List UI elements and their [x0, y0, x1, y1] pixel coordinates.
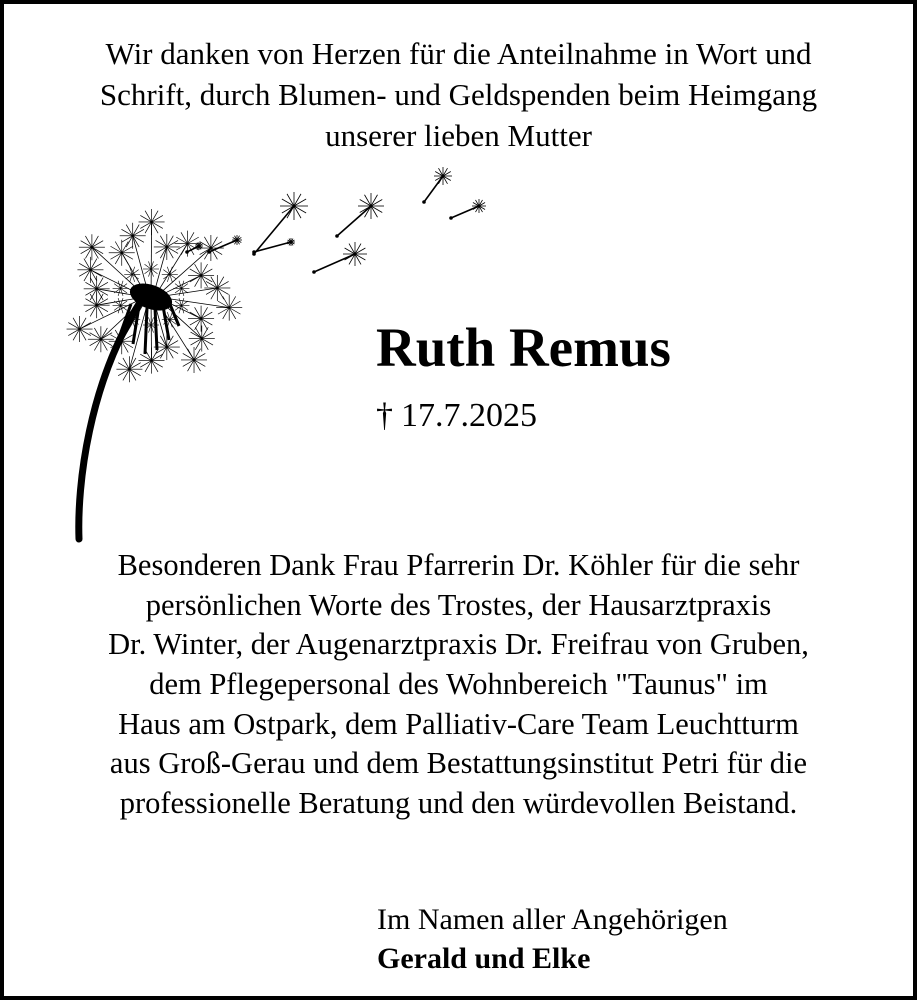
thanks-line: persönlichen Worte des Trostes, der Hausarztpraxis	[145, 587, 772, 622]
intro-text	[24, 34, 893, 157]
thanks-line: Dr. Winter, der Augenarztpraxis Dr. Freifrau von Gruben,	[108, 627, 809, 662]
deceased-name: Ruth Remus	[376, 317, 671, 378]
thanks-line: dem Pflegepersonal des Wohnbereich "Taunus" im	[149, 666, 768, 701]
thanks-line: aus Groß-Gerau und dem Bestattungsinstitut Petri für die	[109, 746, 808, 781]
death-date	[376, 396, 537, 437]
intro-line: Wir danken von Herzen für die Anteilnahme in Wort und	[105, 36, 812, 71]
thanks-line: professionelle Beratung und den würdevollen Beistand.	[119, 785, 798, 820]
thanks-line: Besonderen Dank Frau Pfarrerin Dr. Köhler für die sehr	[117, 548, 800, 582]
intro-line: Schrift, durch Blumen- und Geldspenden beim Heimgang	[99, 76, 818, 112]
intro-line: unserer lieben Mutter	[325, 117, 592, 153]
death-date-value: 17.7.2025	[401, 397, 537, 434]
thanks-line: Haus am Ostpark, dem Palliativ-Care Team Leuchtturm	[118, 706, 799, 741]
thanks-text	[14, 546, 903, 823]
signature-on-behalf: Im Namen aller Angehörigen	[377, 903, 728, 936]
signature-family: Gerald und Elke	[377, 942, 591, 975]
signature	[377, 900, 728, 978]
cross-icon: †	[376, 397, 393, 434]
